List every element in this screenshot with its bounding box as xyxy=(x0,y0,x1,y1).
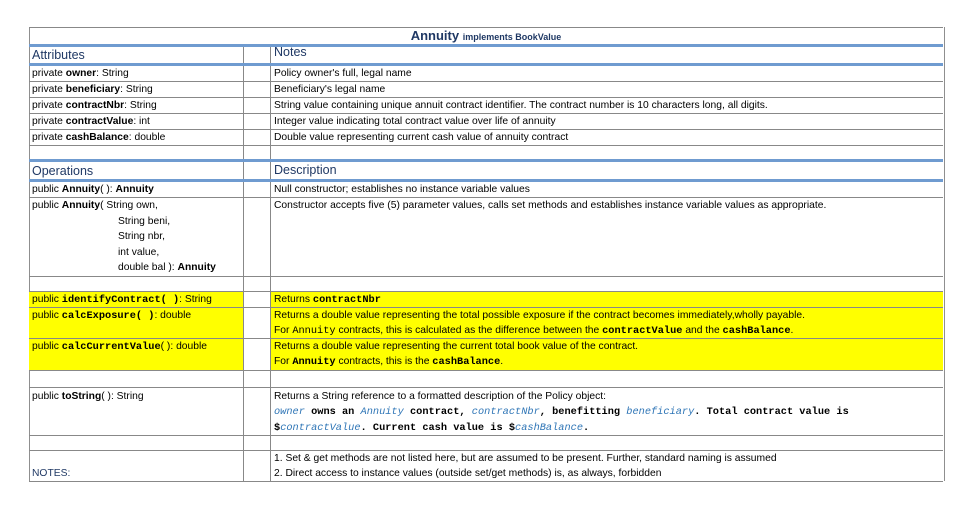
notes-label: NOTES: xyxy=(32,468,71,479)
notes-row xyxy=(29,451,943,481)
operation-desc: Null constructor; establishes no instance variable values xyxy=(274,184,530,195)
class-title xyxy=(29,27,943,44)
attributes-header-row xyxy=(29,47,943,63)
description-header: Description xyxy=(274,163,337,177)
operation-row-highlighted: public calcExposure( ): double Returns a double value representing the total possible exposure if the contract becomes immediately,wholly payable. For Annuity contracts, this is calculated as the difference between the contractValue and the cashBalance. xyxy=(29,308,943,338)
operation-row-highlighted: public identifyContract( ): String Returns contractNbr xyxy=(29,292,943,307)
notes-list xyxy=(271,451,943,481)
attr-note: String value containing unique annuit contract identifier. The contract number is 10 characters long, all digits. xyxy=(274,100,768,111)
operations-header-row xyxy=(29,162,943,179)
attribute-row: private owner: String Policy owner's full, legal name xyxy=(29,66,943,81)
top-rule xyxy=(29,27,943,28)
operation-desc: Constructor accepts five (5) parameter values, calls set methods and establishes instance variable values as appropriate. xyxy=(274,200,827,211)
operation-desc: Returns a String reference to a formatted description of the Policy object: owner owns an Annuity contract, contractNbr, benefitting beneficiary. Total contract value is $contractValue. Current cash value is $cashBalance. xyxy=(274,391,849,434)
operation-desc: Returns a double value representing the total possible exposure if the contract becomes immediately,wholly payable. For Annuity contracts, this is calculated as the difference between the contractValue and the cashBalance. xyxy=(271,308,943,338)
attr-name: beneficiary xyxy=(65,84,121,95)
operation-row: public Annuity( ): Annuity Null constructor; establishes no instance variable values xyxy=(29,182,943,197)
attr-name: contractNbr xyxy=(65,100,125,111)
operation-row: public Annuity( String own, String beni, String nbr, int value, double bal ): Annuity Constructor accepts five (5) parameter values, calls set methods and establishes instance variable values as appropriate. xyxy=(29,198,943,276)
attr-name: owner xyxy=(65,68,97,79)
attribute-row: private contractNbr: String String value containing unique annuit contract identifier. The contract number is 10 characters long, all digits. xyxy=(29,98,943,113)
attribute-row: private beneficiary: String Beneficiary's legal name xyxy=(29,82,943,97)
operation-row-highlighted: public calcCurrentValue( ): double Returns a double value representing the current total book value of the contract. For Annuity contracts, this is the cashBalance. xyxy=(29,339,943,370)
note-item: 2. Direct access to instance values (outside set/get methods) is, as always, forbidden xyxy=(274,468,662,479)
attr-note: Integer value indicating total contract value over life of annuity xyxy=(274,116,556,127)
class-name: Annuity xyxy=(410,28,460,43)
spacer-row xyxy=(29,436,943,450)
operation-desc: Returns a double value representing the current total book value of the contract. For Annuity contracts, this is the cashBalance. xyxy=(271,339,943,370)
spacer-row xyxy=(29,277,943,291)
operation-row: public toString( ): String Returns a String reference to a formatted description of the Policy object: owner owns an Annuity contract, contractNbr, benefitting beneficiary. Total contract value is $contractValue. Current cash value is $cashBalance. xyxy=(29,388,943,435)
attribute-row: private cashBalance: double Double value representing current cash value of annuity contract xyxy=(29,130,943,145)
attr-note: Policy owner's full, legal name xyxy=(274,68,412,79)
attr-note: Double value representing current cash value of annuity contract xyxy=(274,132,569,143)
spacer-row xyxy=(29,146,943,159)
attr-name: cashBalance xyxy=(65,132,129,143)
attr-note: Beneficiary's legal name xyxy=(274,84,386,95)
attribute-row: private contractValue: int Integer value indicating total contract value over life of annuity xyxy=(29,114,943,129)
note-item: 1. Set & get methods are not listed here, but are assumed to be present. Further, standard naming is assumed xyxy=(274,453,777,464)
operations-header: Operations xyxy=(29,162,244,179)
implements-text: implements BookValue xyxy=(462,32,562,42)
attr-name: contractValue xyxy=(65,116,134,127)
attributes-header: Attributes xyxy=(29,47,244,63)
bottom-rule xyxy=(29,481,943,482)
spacer-row xyxy=(29,371,943,387)
operation-desc: Returns contractNbr xyxy=(271,292,943,307)
notes-header: Notes xyxy=(274,45,307,59)
